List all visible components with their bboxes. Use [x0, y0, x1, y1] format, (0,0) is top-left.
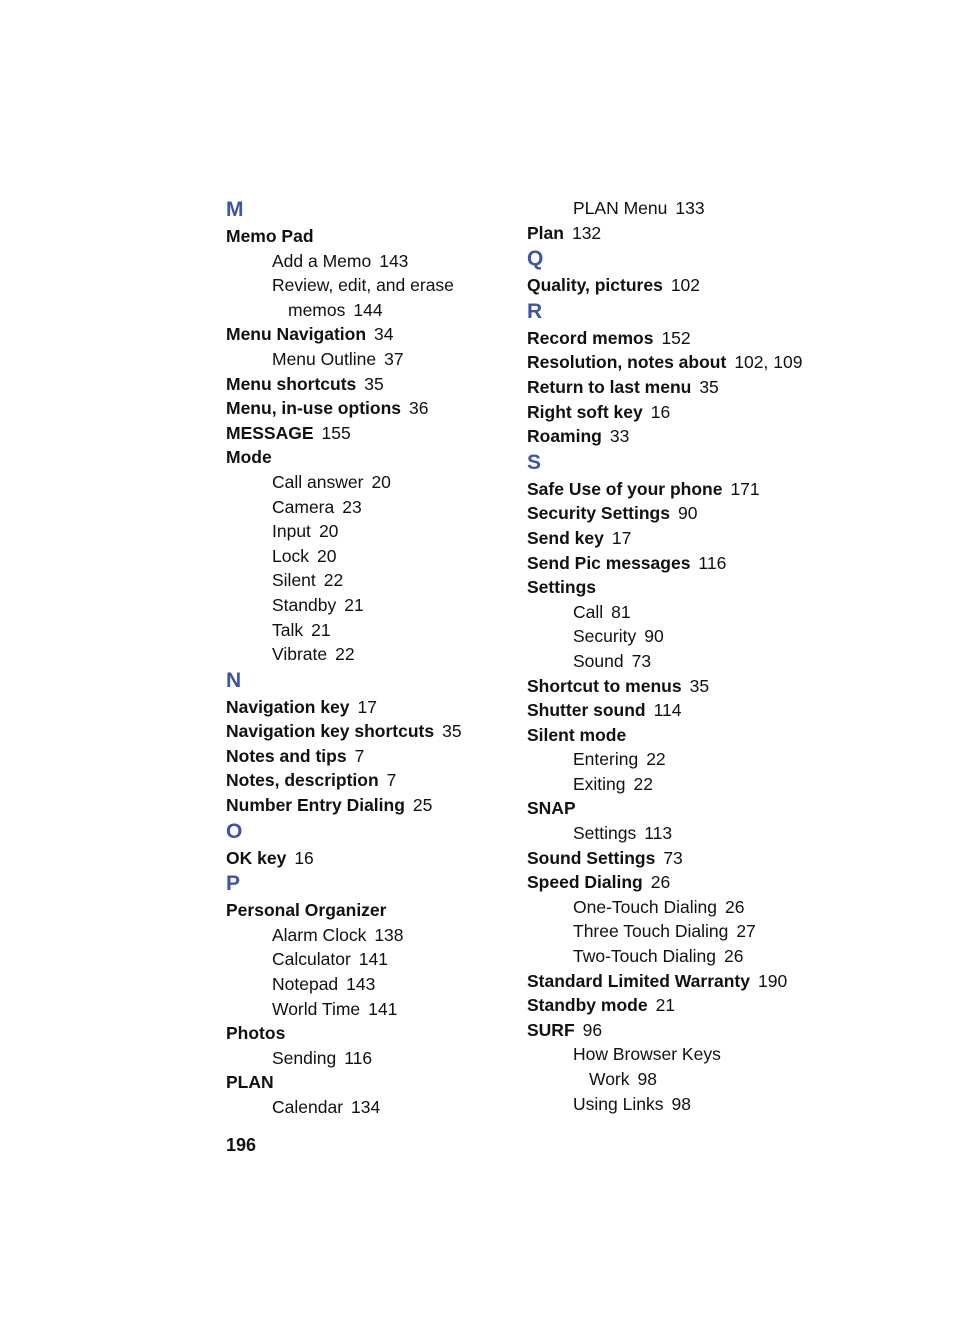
index-entry [226, 322, 526, 347]
index-term: Mode [226, 447, 272, 468]
index-term: Safe Use of your phone [527, 478, 723, 499]
index-term: Shortcut to menus [527, 675, 682, 696]
index-page-ref: 35 [689, 675, 710, 696]
index-term: Using Links [573, 1093, 664, 1114]
index-page-ref: 143 [346, 974, 376, 995]
index-page-ref: 21 [655, 995, 676, 1016]
index-subentry [226, 923, 526, 948]
index-subentry [226, 470, 526, 495]
index-page-ref: 171 [730, 478, 760, 499]
index-term: Settings [527, 577, 597, 598]
index-term: Plan [527, 222, 564, 243]
index-subentry [226, 947, 526, 972]
index-term: Silent mode [527, 724, 627, 745]
index-term: Notes, description [226, 770, 379, 791]
index-entry [527, 424, 827, 449]
index-entry [527, 350, 827, 375]
index-term: Silent [272, 570, 316, 591]
index-term: Exiting [573, 773, 626, 794]
index-page-ref: 25 [412, 795, 433, 816]
index-entry [226, 846, 526, 871]
index-page-ref: 98 [671, 1093, 691, 1114]
index-entry [226, 445, 526, 470]
index-subentry [527, 747, 827, 772]
index-page-ref: 152 [661, 327, 691, 348]
index-entry [527, 221, 827, 246]
index-page-ref: 132 [571, 222, 602, 243]
index-page-ref: 26 [724, 896, 745, 917]
index-term: Menu Outline [272, 348, 377, 369]
index-term: World Time [272, 998, 361, 1019]
index-entry [527, 273, 827, 298]
index-page-ref: 27 [736, 921, 756, 942]
index-term: Standby [272, 594, 337, 615]
index-page-ref: 16 [650, 401, 671, 422]
index-page-ref: 20 [371, 471, 391, 492]
index-term: Quality, pictures [527, 275, 663, 296]
index-subentry [226, 1046, 526, 1071]
index-entry [226, 224, 526, 249]
index-subentry [226, 568, 526, 593]
index-term: Record memos [527, 327, 654, 348]
index-subentry [226, 519, 526, 544]
index-entry [226, 898, 526, 923]
index-page-ref: 143 [379, 250, 409, 271]
index-entry [527, 551, 827, 576]
index-section-letter: Q [527, 247, 544, 271]
index-entry [527, 993, 827, 1018]
index-term: Return to last menu [527, 376, 692, 397]
index-page-ref: 17 [357, 696, 377, 717]
index-subentry [226, 1095, 526, 1120]
index-page-ref: 133 [675, 198, 705, 218]
index-entry [226, 768, 526, 793]
index-page-ref: 116 [344, 1047, 373, 1068]
index-term: Vibrate [272, 644, 328, 665]
index-term: Add a Memo [272, 250, 372, 271]
index-subentry [226, 249, 526, 274]
index-subentry [527, 1092, 827, 1117]
index-page-ref: 102, 109 [734, 352, 803, 373]
index-subentry [527, 821, 827, 846]
index-section-letter: R [527, 299, 543, 323]
index-page-ref: 36 [409, 398, 429, 419]
index-page-ref: 37 [384, 348, 404, 369]
index-page-ref: 22 [633, 773, 653, 794]
index-page-ref: 102 [670, 275, 701, 296]
index-subentry [226, 618, 526, 643]
index-page-ref: 144 [353, 299, 383, 320]
index-subentry [527, 600, 827, 625]
index-entry [226, 744, 526, 769]
index-entry [226, 793, 526, 818]
index-subentry [226, 997, 526, 1022]
index-term: Work [589, 1069, 630, 1089]
index-page-ref: 96 [582, 1019, 603, 1040]
index-page-ref: 7 [354, 745, 365, 766]
index-column-left [226, 196, 526, 1120]
index-term: Memo Pad [226, 226, 314, 246]
index-page-ref: 114 [653, 700, 682, 721]
index-term: Menu, in-use options [226, 398, 401, 419]
index-term: PLAN [226, 1072, 274, 1093]
index-page-ref: 22 [323, 570, 344, 591]
index-entry [226, 396, 526, 421]
index-page-ref: 35 [364, 373, 384, 394]
index-term: MESSAGE [226, 422, 314, 443]
index-term: Standby mode [527, 995, 648, 1016]
index-entry [527, 400, 827, 425]
index-term: Personal Organizer [226, 900, 387, 921]
index-page-ref: 90 [644, 626, 664, 647]
index-subentry [226, 544, 526, 569]
index-page-ref: 81 [611, 601, 631, 622]
index-subentry [226, 972, 526, 997]
index-term: Sound Settings [527, 847, 656, 868]
index-entry [527, 575, 827, 600]
index-term: OK key [226, 847, 287, 868]
index-section-letter: O [226, 819, 243, 843]
index-subentry [226, 495, 526, 520]
index-page-ref: 155 [321, 422, 351, 443]
index-column-right [527, 196, 827, 1116]
index-term: Resolution, notes about [527, 352, 727, 373]
index-subentry [226, 273, 526, 298]
page-number: 196 [226, 1135, 257, 1155]
index-term: SNAP [527, 798, 576, 819]
index-entry [527, 501, 827, 526]
index-page-ref: 116 [698, 552, 727, 573]
index-term: Photos [226, 1023, 286, 1044]
index-subentry [527, 772, 827, 797]
index-term: Right soft key [527, 401, 643, 422]
index-entry [226, 695, 526, 720]
index-page-ref: 21 [344, 594, 364, 615]
index-term: Entering [573, 749, 639, 770]
index-entry [527, 723, 827, 748]
index-term: Alarm Clock [272, 924, 367, 945]
index-subentry [527, 1042, 827, 1067]
index-page-ref: 35 [699, 376, 719, 397]
index-page-ref: 34 [374, 324, 394, 345]
index-term: Camera [272, 496, 335, 517]
index-page-ref: 23 [342, 496, 362, 517]
index-term: Menu Navigation [226, 324, 367, 345]
index-entry [226, 719, 526, 744]
index-section-letter: N [226, 668, 242, 692]
index-subentry [527, 624, 827, 649]
index-term: Speed Dialing [527, 872, 643, 893]
index-section-letter: M [226, 198, 244, 221]
index-subentry [527, 1067, 827, 1092]
index-entry [527, 375, 827, 400]
index-page-ref: 16 [294, 847, 314, 868]
index-entry [527, 698, 827, 723]
index-entry [527, 1018, 827, 1043]
index-entry [527, 796, 827, 821]
index-subentry [226, 642, 526, 667]
index-term: Notes and tips [226, 745, 347, 766]
index-page-ref: 26 [650, 872, 671, 893]
index-subentry [226, 347, 526, 372]
index-term: Lock [272, 545, 309, 566]
index-entry [527, 326, 827, 351]
index-subentry [527, 895, 827, 920]
index-page-ref: 17 [611, 527, 632, 548]
index-section-letter: P [226, 872, 241, 896]
index-page-ref: 33 [609, 426, 630, 447]
index-subentry [527, 649, 827, 674]
index-term: Call [573, 601, 604, 622]
index-subentry [527, 196, 827, 221]
index-page-ref: 22 [646, 749, 666, 770]
index-term: Call answer [272, 471, 364, 492]
index-page-ref: 35 [442, 721, 462, 742]
index-term: Navigation key [226, 696, 350, 717]
index-page-ref: 90 [677, 503, 698, 524]
index-term: Number Entry Dialing [226, 795, 405, 816]
index-term: Settings [573, 823, 637, 844]
index-page-ref: 98 [637, 1069, 657, 1089]
index-term: Three Touch Dialing [573, 921, 729, 942]
index-term: Navigation key shortcuts [226, 721, 435, 742]
index-term: PLAN Menu [573, 198, 668, 218]
index-subentry [527, 919, 827, 944]
index-term: Sound [573, 650, 624, 671]
index-term: Security [573, 626, 637, 647]
index-entry [226, 1070, 526, 1095]
index-term: Two-Touch Dialing [573, 946, 716, 967]
index-page-ref: 134 [351, 1097, 381, 1117]
index-term: Roaming [527, 426, 602, 447]
index-subentry [226, 593, 526, 618]
index-entry [527, 477, 827, 502]
index-entry [527, 846, 827, 871]
index-entry [527, 674, 827, 699]
index-entry [527, 969, 827, 994]
index-term: Menu shortcuts [226, 373, 357, 394]
index-term: Calendar [272, 1097, 344, 1117]
index-term: memos [288, 299, 346, 320]
index-entry [527, 870, 827, 895]
index-page-ref: 21 [311, 619, 331, 640]
index-page-ref: 22 [335, 644, 355, 665]
index-term: Notepad [272, 974, 339, 995]
index-page-ref: 113 [644, 823, 673, 844]
index-subentry [226, 298, 526, 323]
index-page-ref: 141 [358, 949, 388, 970]
index-term: Security Settings [527, 503, 670, 524]
index-page-ref: 190 [758, 970, 788, 991]
index-term: Send key [527, 527, 604, 548]
index-term: Standard Limited Warranty [527, 970, 750, 991]
index-term: One-Touch Dialing [573, 896, 717, 917]
index-page-ref: 141 [368, 998, 398, 1019]
index-page-ref: 73 [663, 847, 683, 868]
index-page-ref: 20 [316, 545, 337, 566]
index-term: Talk [272, 619, 304, 640]
index-page-ref: 138 [374, 924, 404, 945]
index-term: Calculator [272, 949, 351, 970]
index-entry [226, 1021, 526, 1046]
index-subentry [527, 944, 827, 969]
index-page-ref: 7 [386, 770, 397, 791]
index-entry [226, 372, 526, 397]
index-term: Send Pic messages [527, 552, 691, 573]
index-page-ref: 26 [723, 946, 744, 967]
index-entry [527, 526, 827, 551]
index-term: Review, edit, and erase [272, 275, 454, 296]
index-term: Sending [272, 1047, 337, 1068]
index-term: Input [272, 521, 311, 542]
index-page-ref: 20 [318, 521, 339, 542]
index-section-letter: S [527, 450, 542, 474]
index-term: How Browser Keys [573, 1044, 721, 1065]
index-term: SURF [527, 1019, 575, 1040]
index-page-ref: 73 [631, 650, 652, 671]
index-entry [226, 421, 526, 446]
index-term: Shutter sound [527, 700, 646, 721]
